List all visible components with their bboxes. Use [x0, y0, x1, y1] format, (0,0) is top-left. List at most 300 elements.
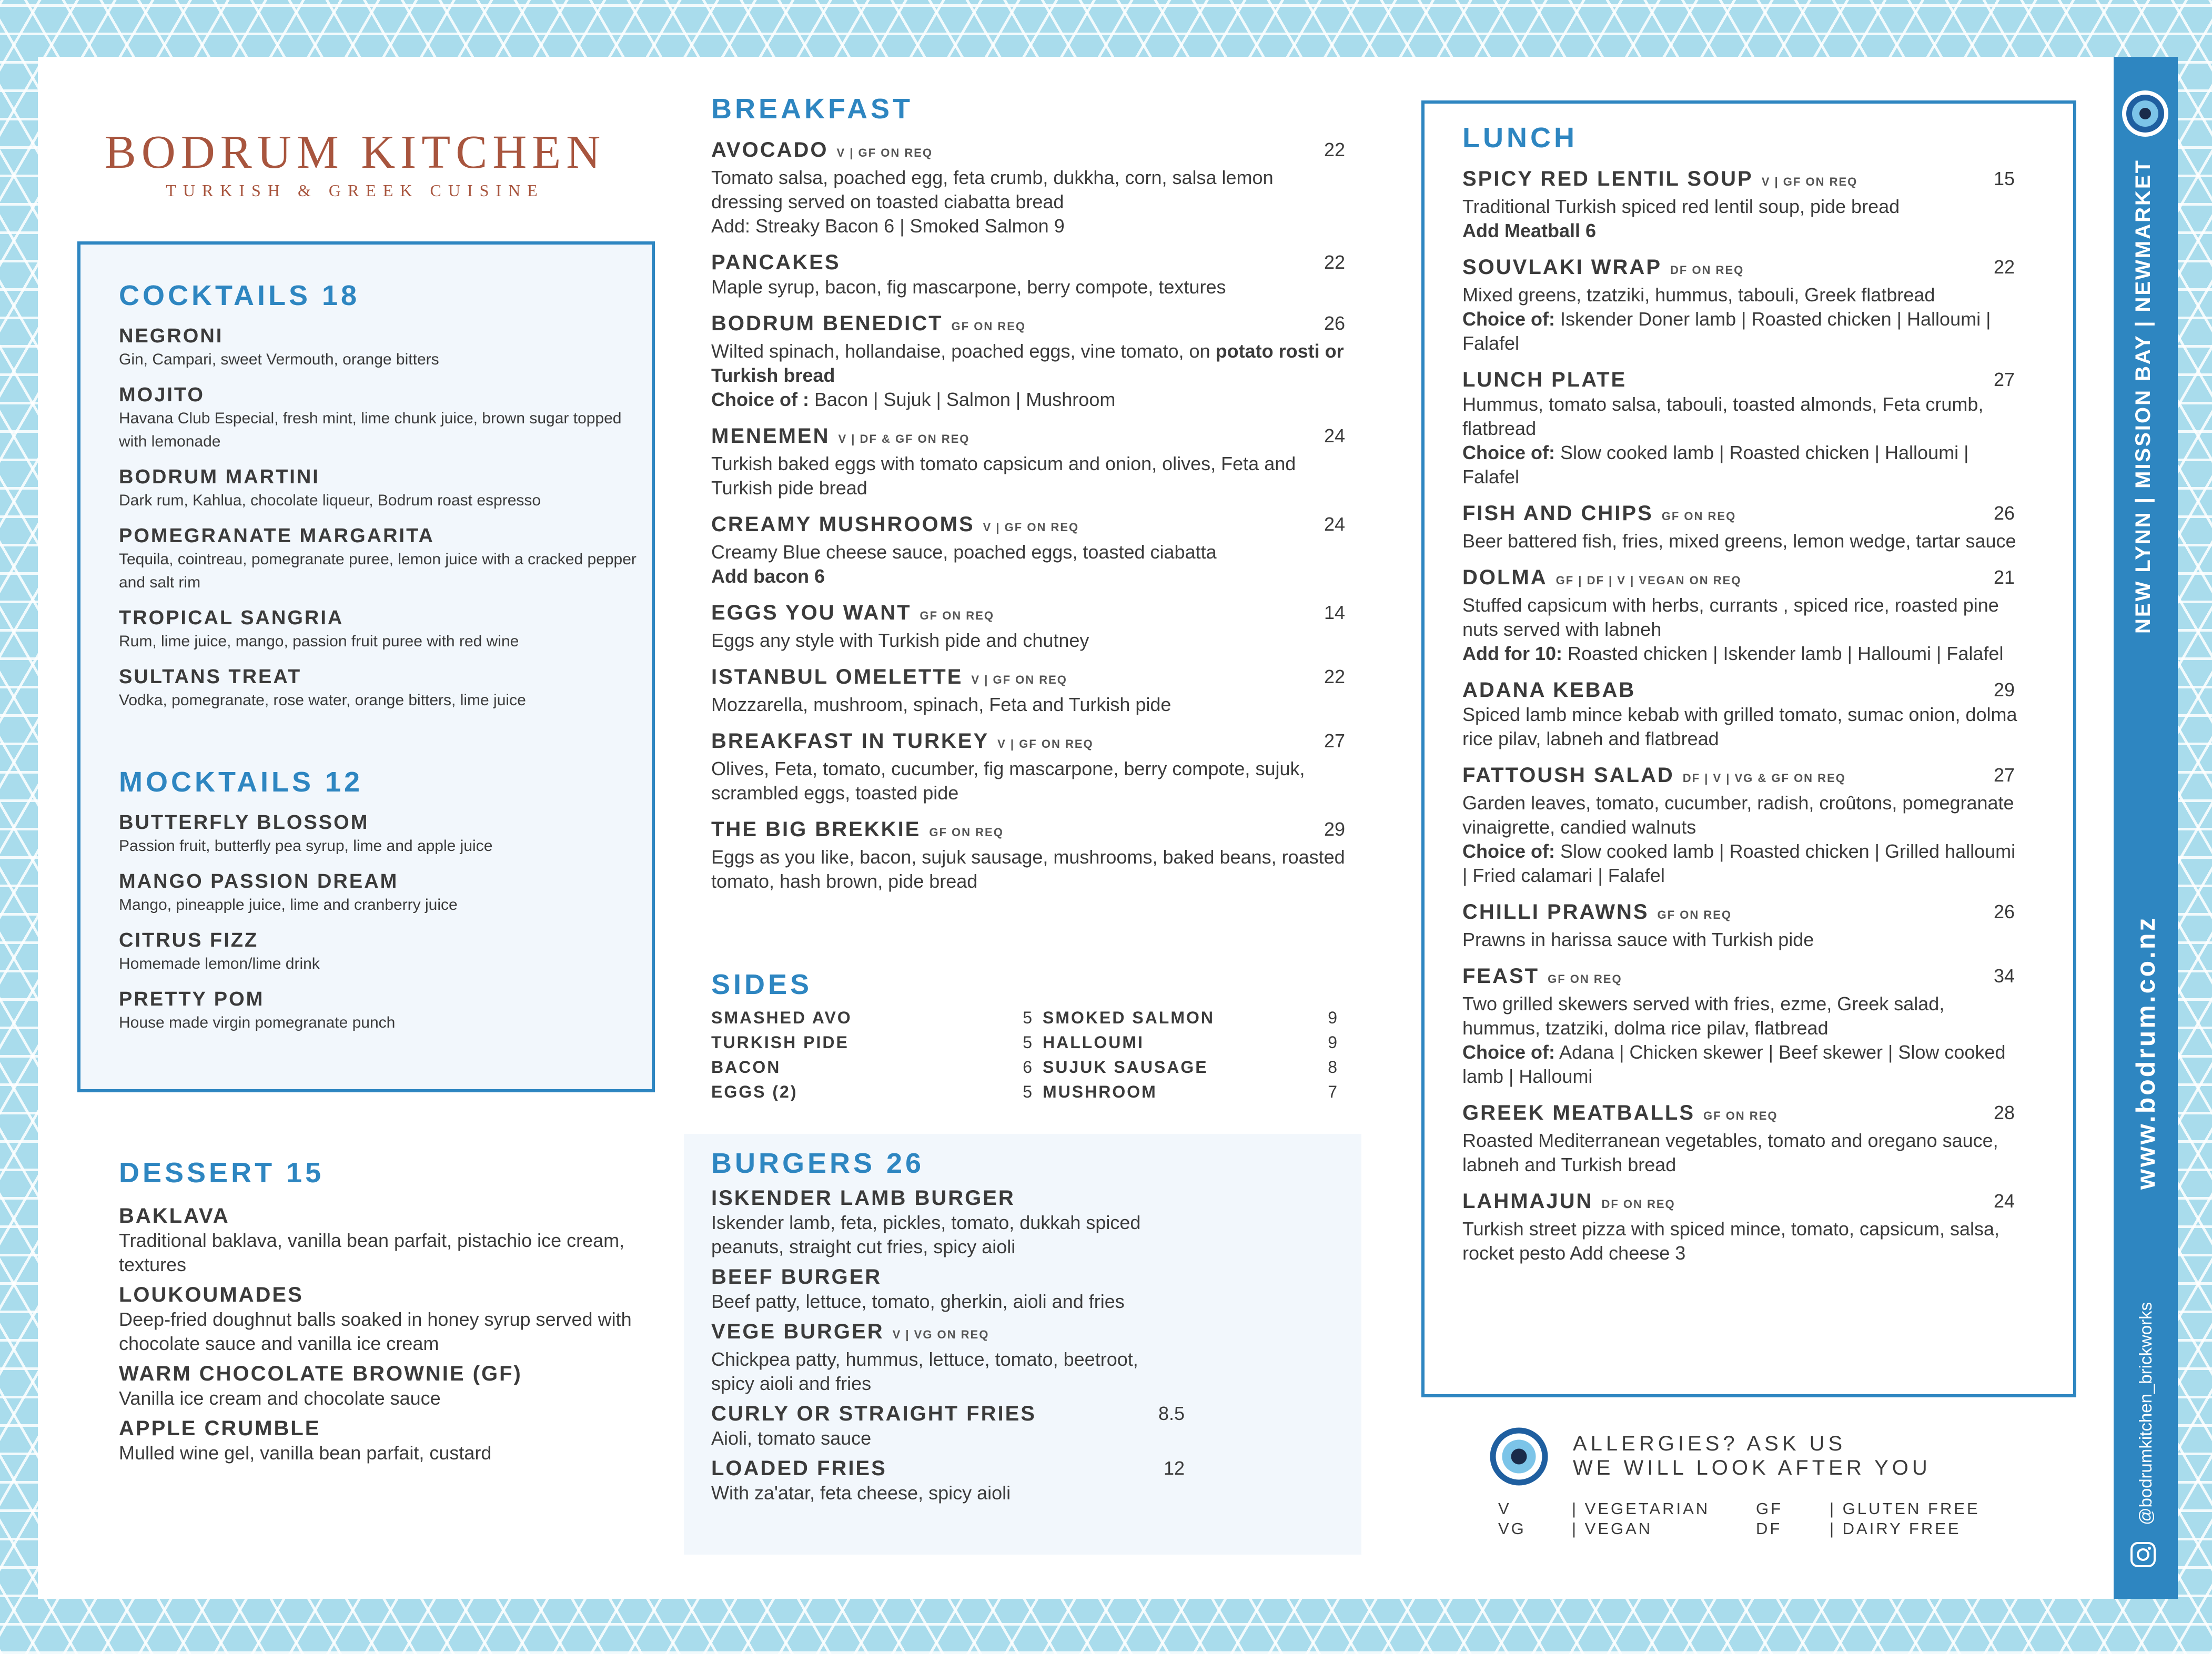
item-name: [1462, 1100, 2025, 1129]
item-description: [119, 1011, 645, 1034]
legend-label: | DAIRY FREE: [1830, 1519, 1961, 1538]
menu-item: [711, 728, 1345, 805]
item-name: [1462, 963, 2025, 992]
side-item-name: EGGS (2): [711, 1082, 798, 1101]
item-name: [119, 928, 645, 952]
burgers-section: [711, 1146, 1185, 1505]
menu-item: [119, 665, 645, 712]
breakfast-section: [711, 92, 1345, 894]
item-title: SULTANS TREAT: [119, 666, 302, 688]
item-title: BEEF BURGER: [711, 1265, 882, 1288]
item-description: [711, 1347, 1185, 1396]
item-name: [119, 1203, 645, 1229]
choice-options: Slow cooked lamb | Roasted chicken | Halloumi | Falafel: [1462, 442, 1969, 488]
description-bold: potato rosti or Turkish bread: [711, 340, 1344, 386]
description-text: Rum, lime juice, mango, passion fruit puree with red wine: [119, 633, 519, 650]
item-name: [1462, 899, 2025, 928]
item-description: [1462, 392, 2025, 441]
item-price: 15: [1993, 168, 2015, 189]
description-text: Roasted Mediterranean vegetables, tomato and oregano sauce, labneh and Turkish bread: [1462, 1130, 1998, 1175]
item-description: [1462, 1129, 2025, 1177]
lunch-section: [1462, 121, 2025, 1265]
item-name: [1462, 763, 2025, 791]
dietary-tag: GF | DF | V | VEGAN ON REQ: [1556, 574, 1742, 587]
evil-eye-icon: [1489, 1426, 1549, 1489]
item-description: [711, 275, 1345, 299]
item-description: [1462, 529, 2025, 553]
item-description: [711, 1211, 1185, 1259]
description-text: Tomato salsa, poached egg, feta crumb, dukkha, corn, salsa lemon dressing served on toasted ciabatta bread: [711, 167, 1274, 212]
item-description: [119, 835, 645, 858]
item-price: 22: [1324, 139, 1345, 160]
dietary-tag: V | GF ON REQ: [1761, 175, 1858, 188]
item-description: [1462, 283, 2025, 307]
side-item-price: 5: [1023, 1033, 1032, 1052]
description-text: Tequila, cointreau, pomegranate puree, lemon juice with a cracked pepper and salt rim: [119, 551, 637, 591]
dietary-tag: GF ON REQ: [951, 320, 1026, 333]
choice-label: Choice of:: [1462, 442, 1555, 463]
legend-code: VG: [1498, 1519, 1526, 1538]
item-price: 26: [1993, 901, 2015, 922]
menu-item: [1462, 255, 2025, 356]
cocktails-section: [119, 279, 645, 712]
legend-code: V: [1498, 1499, 1511, 1518]
dietary-tag: V | GF ON REQ: [983, 521, 1079, 534]
item-description: [119, 1386, 645, 1411]
item-choice: [1462, 642, 2025, 666]
item-title: CREAMY MUSHROOMS: [711, 513, 975, 536]
description-text: Spiced lamb mince kebab with grilled tomato, sumac onion, dolma rice pilav, labneh and flatbread: [1462, 704, 2017, 749]
description-text: Turkish street pizza with spiced mince, tomato, capsicum, salsa, rocket pesto: [1462, 1218, 2000, 1264]
item-title: ISKENDER LAMB BURGER: [711, 1186, 1015, 1210]
item-description: [119, 689, 645, 712]
item-title: BAKLAVA: [119, 1204, 230, 1227]
menu-item: [711, 1456, 1185, 1505]
dietary-tag: GF ON REQ: [929, 826, 1004, 839]
item-description: [1462, 992, 2025, 1040]
item-description: [119, 1441, 645, 1465]
dietary-tag: GF ON REQ: [1657, 908, 1732, 921]
description-text: With za'atar, feta cheese, spicy aioli: [711, 1482, 1011, 1504]
legend-label: | VEGAN: [1572, 1519, 1653, 1538]
burgers-title: BURGERS 26: [711, 1148, 925, 1179]
item-name: [119, 1282, 645, 1307]
menu-item: [711, 137, 1345, 238]
instagram-icon[interactable]: [2129, 1541, 2157, 1571]
item-price: 22: [1993, 256, 2015, 278]
item-name: [119, 383, 645, 407]
menu-item: [711, 1401, 1185, 1450]
menu-item: [119, 606, 645, 653]
item-description: [1462, 928, 2025, 952]
item-name: [711, 512, 1345, 540]
website-link[interactable]: www.bodrum.co.nz: [2131, 916, 2160, 1190]
item-title: BREAKFAST IN TURKEY: [711, 729, 989, 753]
item-description: [1462, 703, 2025, 751]
choice-options: Slow cooked lamb | Roasted chicken | Grilled halloumi | Fried calamari | Falafel: [1462, 840, 2016, 886]
menu-item: [119, 524, 645, 594]
description-text: Olives, Feta, tomato, cucumber, fig mascarpone, berry compote, sujuk, scrambled eggs, toasted pide: [711, 758, 1305, 804]
item-name: [1462, 166, 2025, 195]
item-addon: Add bacon 6: [711, 565, 825, 587]
item-description: [119, 1229, 645, 1277]
item-description: [1462, 791, 2025, 839]
menu-item: [119, 810, 645, 858]
side-item-name: MUSHROOM: [1043, 1082, 1157, 1101]
dietary-tag: DF ON REQ: [1601, 1198, 1675, 1211]
item-description: [711, 452, 1345, 500]
item-name: [119, 1416, 645, 1441]
choice-options: Bacon | Sujuk | Salmon | Mushroom: [814, 389, 1116, 410]
item-description: [711, 628, 1345, 653]
description-text: Beer battered fish, fries, mixed greens, lemon wedge, tartar sauce: [1462, 530, 2016, 552]
item-name: [711, 728, 1345, 757]
menu-item: [119, 869, 645, 917]
side-item-price: 6: [1023, 1058, 1032, 1077]
menu-item: [1462, 1189, 2025, 1265]
item-name: [711, 600, 1345, 628]
item-choice: [1462, 1040, 2025, 1089]
dietary-tag: DF ON REQ: [1670, 263, 1744, 277]
item-description: [119, 952, 645, 976]
mocktails-section: [119, 765, 645, 1034]
description-text: Chickpea patty, hummus, lettuce, tomato, beetroot, spicy aioli and fries: [711, 1348, 1138, 1394]
item-name: [1462, 501, 2025, 529]
item-price: 22: [1324, 251, 1345, 273]
choice-label: Choice of :: [711, 389, 809, 410]
item-name: [1462, 565, 2025, 593]
menu-item: [1462, 501, 2025, 553]
item-title: BODRUM MARTINI: [119, 466, 320, 488]
description-text: Creamy Blue cheese sauce, poached eggs, toasted ciabatta: [711, 541, 1217, 563]
menu-item: [711, 250, 1345, 299]
cocktails-title: COCKTAILS 18: [119, 280, 360, 311]
item-title: LOADED FRIES: [711, 1457, 887, 1480]
brand-header: [79, 126, 631, 200]
menu-item: [711, 600, 1345, 653]
choice-options: Adana | Chicken skewer | Beef skewer | Slow cooked lamb | Halloumi: [1462, 1041, 2006, 1087]
sides-section: [711, 968, 1348, 1104]
description-text: Hummus, tomato salsa, tabouli, toasted almonds, Feta crumb, flatbread: [1462, 393, 1984, 439]
menu-item: [711, 512, 1345, 588]
description-text: Eggs as you like, bacon, sujuk sausage, mushrooms, baked beans, roasted tomato, hash brown, pide bread: [711, 846, 1345, 892]
menu-item: [711, 1264, 1185, 1314]
item-title: FISH AND CHIPS: [1462, 502, 1653, 525]
dessert-section: [119, 1156, 645, 1465]
item-title: CURLY OR STRAIGHT FRIES: [711, 1402, 1036, 1425]
item-name: [1462, 677, 2025, 703]
item-name: [119, 810, 645, 835]
item-description: [119, 489, 645, 512]
item-title: WARM CHOCOLATE BROWNIE (GF): [119, 1362, 522, 1385]
description-text: Iskender lamb, feta, pickles, tomato, dukkah spiced peanuts, straight cut fries, spicy aioli: [711, 1212, 1141, 1257]
item-choice: [1462, 307, 2025, 356]
item-name: [711, 1319, 1185, 1347]
description-addon: Add cheese 3: [1570, 1242, 1686, 1264]
menu-item: [119, 987, 645, 1034]
item-name: [119, 665, 645, 689]
item-price: 29: [1324, 818, 1345, 840]
item-title: TROPICAL SANGRIA: [119, 607, 344, 629]
item-description: [711, 693, 1345, 717]
item-title: DOLMA: [1462, 566, 1548, 589]
item-title: THE BIG BREKKIE: [711, 818, 921, 841]
description-text: Dark rum, Kahlua, chocolate liqueur, Bodrum roast espresso: [119, 492, 541, 509]
description-text: Mixed greens, tzatziki, hummus, tabouli, Greek flatbread: [1462, 284, 1935, 306]
dietary-tag: V | GF ON REQ: [971, 673, 1067, 686]
brand-name: BODRUM KITCHEN: [104, 126, 606, 178]
menu-item: [1462, 899, 2025, 952]
description-text: House made virgin pomegranate punch: [119, 1014, 396, 1031]
menu-item: [1462, 677, 2025, 751]
item-price: 12: [1163, 1457, 1185, 1479]
side-item-price: 8: [1328, 1058, 1337, 1077]
item-name: [711, 664, 1345, 693]
allergies-note: [1573, 1432, 1931, 1480]
item-title: LUNCH PLATE: [1462, 368, 1627, 391]
dessert-title: DESSERT 15: [119, 1157, 325, 1189]
menu-item: [711, 1185, 1185, 1259]
item-name: [119, 324, 645, 348]
item-title: APPLE CRUMBLE: [119, 1417, 321, 1440]
item-description: [711, 339, 1345, 388]
menu-item: [711, 311, 1345, 412]
menu-item: [711, 817, 1345, 894]
side-item-price: 7: [1328, 1082, 1337, 1101]
menu-item: [119, 1416, 645, 1465]
item-title: MANGO PASSION DREAM: [119, 870, 399, 892]
legend-code: GF: [1756, 1499, 1783, 1518]
description-text: Prawns in harissa sauce with Turkish pide: [1462, 929, 1814, 950]
description-text: Traditional baklava, vanilla bean parfait, pistachio ice cream, textures: [119, 1230, 625, 1275]
description-text: Turkish baked eggs with tomato capsicum and onion, olives, Feta and Turkish pide bread: [711, 453, 1296, 499]
item-name: [711, 1185, 1185, 1211]
description-text: Passion fruit, butterfly pea syrup, lime and apple juice: [119, 837, 493, 855]
description-text: Mango, pineapple juice, lime and cranberry juice: [119, 896, 458, 914]
lunch-title: LUNCH: [1462, 122, 1578, 154]
item-title: SOUVLAKI WRAP: [1462, 256, 1662, 279]
side-item-name: SMOKED SALMON: [1043, 1008, 1215, 1027]
item-description: [711, 540, 1345, 564]
item-title: AVOCADO: [711, 138, 829, 161]
item-price: 22: [1324, 666, 1345, 687]
item-name: [119, 606, 645, 630]
side-item-name: HALLOUMI: [1043, 1033, 1144, 1052]
item-description: [711, 1426, 1185, 1450]
item-name: [711, 137, 1345, 166]
item-description: [711, 757, 1345, 805]
item-name: [119, 869, 645, 894]
locations-text: NEW LYNN | MISSION BAY | NEWMARKET: [2132, 159, 2155, 634]
mocktails-title: MOCKTAILS 12: [119, 766, 363, 798]
description-text: Traditional Turkish spiced red lentil soup, pide bread: [1462, 196, 1900, 217]
item-title: BUTTERFLY BLOSSOM: [119, 811, 369, 834]
item-title: FATTOUSH SALAD: [1462, 764, 1674, 787]
item-title: EGGS YOU WANT: [711, 601, 912, 624]
description-text: Gin, Campari, sweet Vermouth, orange bitters: [119, 351, 439, 368]
item-title: VEGE BURGER: [711, 1320, 884, 1343]
item-name: [711, 1401, 1185, 1426]
item-name: [711, 250, 1345, 275]
item-title: ADANA KEBAB: [1462, 678, 1636, 702]
item-name: [711, 817, 1345, 845]
description-text: Stuffed capsicum with herbs, currants , spiced rice, roasted pine nuts served with labneh: [1462, 594, 1999, 640]
item-name: [1462, 1189, 2025, 1217]
allergies-line-2: WE WILL LOOK AFTER YOU: [1573, 1456, 1931, 1479]
item-name: [711, 311, 1345, 339]
evil-eye-icon: [2121, 89, 2169, 140]
menu-item: [119, 1282, 645, 1356]
side-item-name: TURKISH PIDE: [711, 1033, 849, 1052]
item-price: 28: [1993, 1102, 2015, 1123]
item-name: [119, 1361, 645, 1386]
item-name: [1462, 367, 2025, 392]
description-text: Mulled wine gel, vanilla bean parfait, custard: [119, 1442, 492, 1464]
dietary-tag: GF ON REQ: [1703, 1109, 1778, 1122]
description-text: Deep-fried doughnut balls soaked in honey syrup served with chocolate sauce and vanilla ice cream: [119, 1308, 632, 1354]
menu-item: [1462, 763, 2025, 888]
menu-item: [119, 465, 645, 512]
item-title: MENEMEN: [711, 424, 830, 448]
item-name: [119, 524, 645, 548]
menu-item: [119, 324, 645, 371]
item-price: 27: [1324, 730, 1345, 752]
dietary-tag: DF | V | VG & GF ON REQ: [1682, 772, 1846, 785]
choice-options: Iskender Doner lamb | Roasted chicken | Halloumi | Falafel: [1462, 308, 1991, 354]
item-title: ISTANBUL OMELETTE: [711, 665, 963, 688]
item-extra: Add: Streaky Bacon 6 | Smoked Salmon 9: [711, 215, 1065, 237]
item-price: 21: [1993, 566, 2015, 588]
item-title: MOJITO: [119, 384, 205, 406]
item-title: LAHMAJUN: [1462, 1190, 1593, 1213]
item-name: [119, 987, 645, 1011]
side-item-price: 5: [1023, 1008, 1032, 1027]
dietary-tag: GF ON REQ: [920, 609, 994, 622]
dietary-tag: V | VG ON REQ: [892, 1328, 989, 1341]
item-addon: Add Meatball 6: [1462, 220, 1597, 241]
side-item-name: SUJUK SAUSAGE: [1043, 1058, 1208, 1077]
choice-options: Roasted chicken | Iskender lamb | Halloumi | Falafel: [1568, 643, 2004, 664]
item-title: BODRUM BENEDICT: [711, 312, 943, 335]
description-text: Beef patty, lettuce, tomato, gherkin, aioli and fries: [711, 1291, 1125, 1312]
item-description: [119, 1307, 645, 1356]
description-text: Mozzarella, mushroom, spinach, Feta and Turkish pide: [711, 694, 1171, 715]
item-description: [119, 630, 645, 653]
description-text: Two grilled skewers served with fries, ezme, Greek salad, hummus, tzatziki, dolma rice pilav, flatbread: [1462, 993, 1945, 1039]
menu-item: [119, 1203, 645, 1277]
side-item-name: BACON: [711, 1058, 781, 1077]
legend-label: | VEGETARIAN: [1572, 1499, 1710, 1518]
item-choice: [1462, 839, 2025, 888]
item-title: SPICY RED LENTIL SOUP: [1462, 167, 1753, 190]
legend-label: | GLUTEN FREE: [1830, 1499, 1980, 1518]
item-title: GREEK MEATBALLS: [1462, 1101, 1695, 1124]
item-title: LOUKOUMADES: [119, 1283, 304, 1306]
choice-label: Choice of:: [1462, 308, 1555, 330]
choice-label: Add for 10:: [1462, 643, 1563, 664]
menu-item: [711, 664, 1345, 717]
dietary-tag: GF ON REQ: [1548, 972, 1622, 986]
item-price: 8.5: [1158, 1403, 1185, 1424]
side-item-price: 9: [1328, 1033, 1337, 1052]
instagram-handle[interactable]: @bodrumkitchen_brickworks: [2136, 1302, 2155, 1525]
item-choice: [711, 388, 1345, 412]
item-price: 27: [1993, 764, 2015, 786]
item-price: 14: [1324, 602, 1345, 623]
item-description: [711, 1290, 1185, 1314]
item-price: 29: [1993, 679, 2015, 701]
item-title: PANCAKES: [711, 251, 841, 274]
item-price: 24: [1324, 425, 1345, 447]
sides-title: SIDES: [711, 969, 813, 1000]
menu-item: [119, 383, 645, 453]
description-text: Vodka, pomegranate, rose water, orange bitters, lime juice: [119, 692, 526, 709]
item-choice: [1462, 441, 2025, 489]
item-price: 24: [1993, 1190, 2015, 1212]
dietary-tag: GF ON REQ: [1661, 510, 1736, 523]
breakfast-title: BREAKFAST: [711, 93, 914, 125]
item-description: [119, 407, 645, 453]
side-item-name: SMASHED AVO: [711, 1008, 852, 1027]
item-description: [1462, 1217, 2025, 1265]
dietary-tag: V | GF ON REQ: [997, 737, 1094, 750]
menu-item: [1462, 565, 2025, 666]
brand-subtitle: TURKISH & GREEK CUISINE: [166, 181, 544, 200]
description-text: Aioli, tomato sauce: [711, 1427, 872, 1449]
item-title: CHILLI PRAWNS: [1462, 900, 1649, 924]
item-description: [119, 548, 645, 594]
item-description: [1462, 593, 2025, 642]
item-price: 27: [1993, 369, 2015, 390]
description-text: Havana Club Especial, fresh mint, lime chunk juice, brown sugar topped with lemonade: [119, 410, 622, 450]
dietary-tag: V | DF & GF ON REQ: [838, 432, 970, 445]
item-price: 34: [1993, 965, 2015, 987]
item-name: [711, 1264, 1185, 1290]
menu-item: [1462, 963, 2025, 1089]
menu-item: [1462, 367, 2025, 489]
menu-item: [1462, 1100, 2025, 1177]
item-name: [711, 423, 1345, 452]
menu-item: [119, 928, 645, 976]
menu-item: [711, 423, 1345, 500]
legend-code: DF: [1756, 1519, 1782, 1538]
choice-label: Choice of:: [1462, 1041, 1555, 1063]
side-item-price: 5: [1023, 1082, 1032, 1101]
menu-item: [1462, 166, 2025, 243]
item-price: 26: [1993, 502, 2015, 524]
description-text: Eggs any style with Turkish pide and chutney: [711, 630, 1089, 651]
item-title: POMEGRANATE MARGARITA: [119, 525, 435, 547]
item-description: [711, 845, 1345, 894]
item-title: NEGRONI: [119, 325, 224, 347]
menu-item: [711, 1319, 1185, 1396]
dietary-legend: [1498, 1499, 1998, 1539]
item-description: [711, 166, 1345, 214]
side-item-price: 9: [1328, 1008, 1337, 1027]
allergies-line-1: ALLERGIES? ASK US: [1573, 1432, 1846, 1455]
item-description: [119, 348, 645, 371]
item-title: CITRUS FIZZ: [119, 929, 259, 951]
item-price: 24: [1324, 513, 1345, 535]
item-description: [119, 894, 645, 917]
item-title: PRETTY POM: [119, 988, 265, 1010]
item-price: 26: [1324, 312, 1345, 334]
item-name: [711, 1456, 1185, 1481]
description-text: Maple syrup, bacon, fig mascarpone, berry compote, textures: [711, 276, 1226, 298]
choice-label: Choice of:: [1462, 840, 1555, 862]
description-text: Wilted spinach, hollandaise, poached eggs, vine tomato, on: [711, 340, 1210, 362]
item-description: [1462, 195, 2025, 219]
